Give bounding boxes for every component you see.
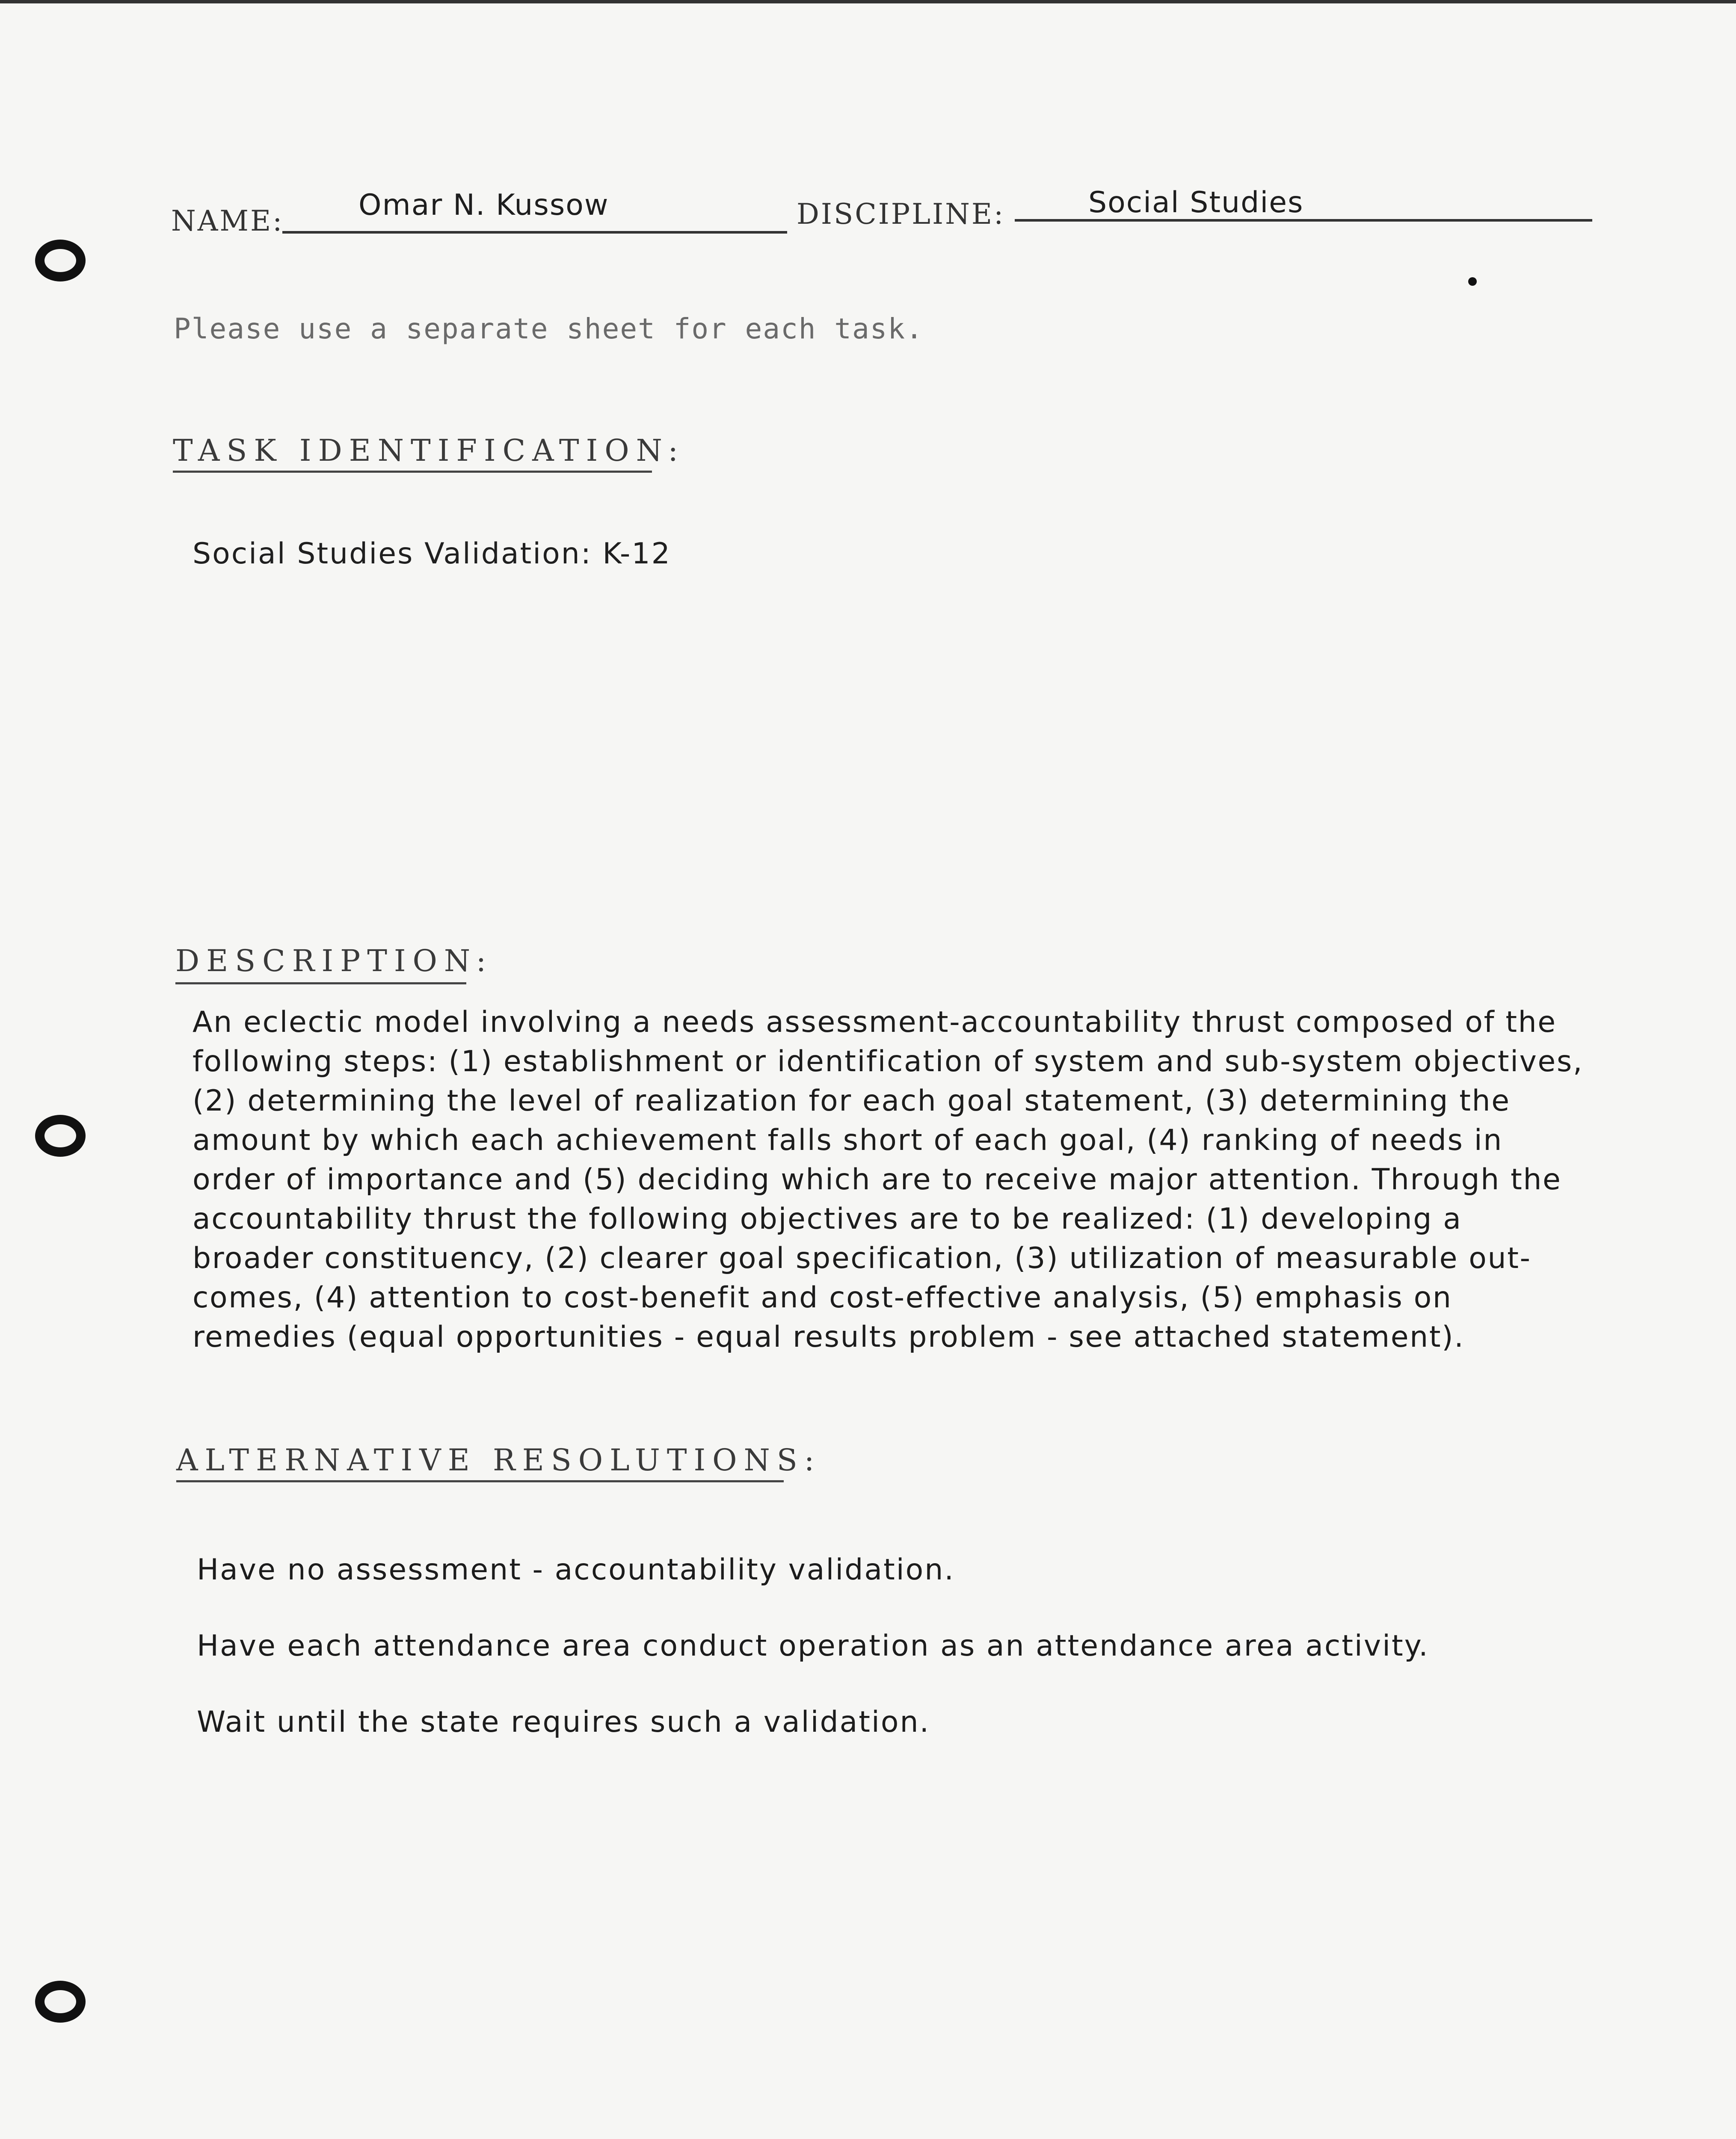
description-line: broader constituency, (2) clearer goal specification, (3) utilization of measurable out- [193, 1241, 1532, 1275]
discipline-line [1015, 219, 1592, 222]
description-line: order of importance and (5) deciding which are to receive major attention. Through the [193, 1163, 1562, 1197]
instruction-text: Please use a separate sheet for each task. [174, 312, 924, 345]
description-heading: DESCRIPTION: [175, 943, 493, 978]
description-line: following steps: (1) establishment or identification of system and sub-system objectives, [193, 1045, 1584, 1078]
alternative-resolutions-heading: ALTERNATIVE RESOLUTIONS: [176, 1443, 821, 1478]
name-line [282, 231, 787, 234]
page-top-edge [0, 0, 1736, 3]
name-label: NAME: [171, 204, 284, 237]
description-line: (2) determining the level of realization for each goal statement, (3) determining the [193, 1084, 1511, 1118]
name-value: Omar N. Kussow [358, 188, 609, 222]
description-underline [175, 982, 466, 984]
task-identification-underline [173, 471, 652, 473]
description-line: amount by which each achievement falls short of each goal, (4) ranking of needs in [193, 1123, 1503, 1157]
binder-hole-middle [35, 1115, 86, 1157]
discipline-label: DISCIPLINE: [797, 198, 1005, 231]
ink-speck [1468, 277, 1477, 286]
discipline-value: Social Studies [1088, 186, 1304, 219]
binder-hole-top [35, 240, 86, 281]
description-line: accountability thrust the following objectives are to be realized: (1) developing a [193, 1202, 1462, 1236]
alternative-resolution-item: Have no assessment - accountability validation. [197, 1553, 955, 1587]
task-identification-value: Social Studies Validation: K-12 [193, 537, 671, 571]
binder-hole-bottom [35, 1981, 86, 2023]
alternative-resolution-item: Wait until the state requires such a validation. [197, 1705, 930, 1739]
task-identification-heading: TASK IDENTIFICATION: [173, 433, 685, 468]
description-line: An eclectic model involving a needs assessment-accountability thrust composed of the [193, 1005, 1557, 1039]
description-line: comes, (4) attention to cost-benefit and cost-effective analysis, (5) emphasis on [193, 1281, 1452, 1315]
description-line: remedies (equal opportunities - equal results problem - see attached statement). [193, 1320, 1465, 1354]
alternative-resolution-item: Have each attendance area conduct operation as an attendance area activity. [197, 1629, 1429, 1663]
alternative-resolutions-underline [176, 1480, 784, 1482]
